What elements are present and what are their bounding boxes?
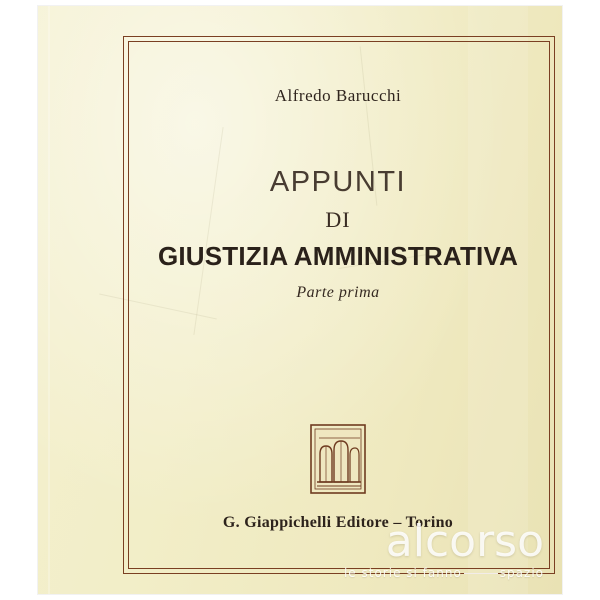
part-label: Parte prima <box>296 284 380 301</box>
title-line-3: GIUSTIZIA AMMINISTRATIVA <box>157 241 519 271</box>
book-cover <box>38 6 562 594</box>
scan-streak <box>48 6 50 594</box>
watermark-brand: alcorso <box>385 516 544 567</box>
title-block <box>133 166 543 272</box>
title-line-1: APPUNTI <box>269 166 407 198</box>
watermark-tagline-right: spazio <box>499 566 544 580</box>
author-name: Alfredo Barucchi <box>274 86 402 105</box>
cover-content <box>133 46 544 567</box>
title-line-2: DI <box>325 207 351 232</box>
publisher-name: G. Giappichelli Editore – Torino <box>222 514 454 531</box>
publisher-logo-icon <box>310 424 366 494</box>
watermark-tagline-left: le storie si fanno <box>343 566 462 580</box>
